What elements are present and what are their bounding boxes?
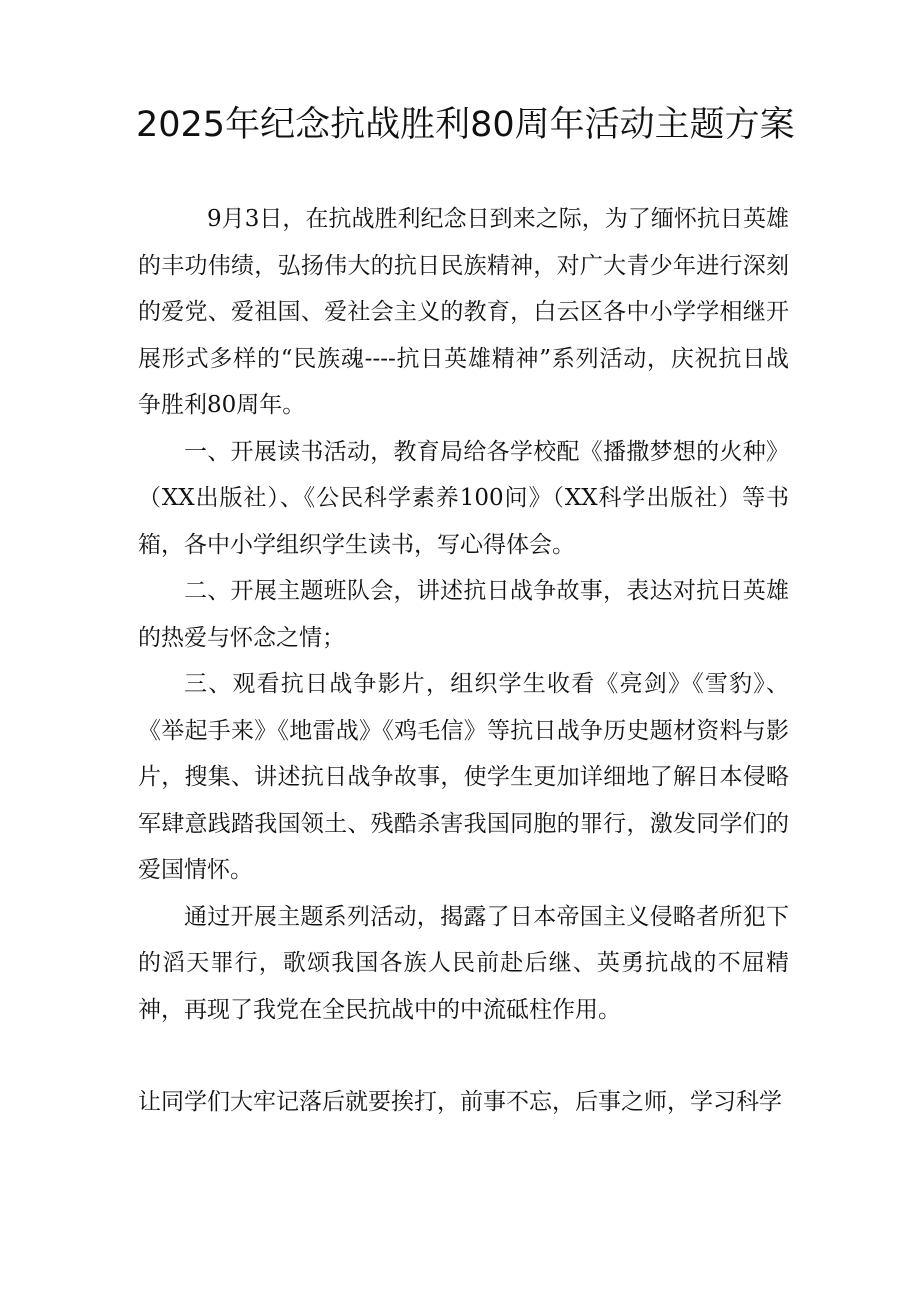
paragraph-film-viewing: 三、观看抗日战争影片，组织学生收看《亮剑》《雪豹》、《举起手来》《地雷战》《鸡毛信》等抗日战争历史题材资料与影片，搜集、讲述抗日战争故事，使学生更加详细地了解日本侵略军肆意践踏我国领土、残酷杀害我国同胞的罪行，激发同学们的爱国情怀。 (138, 671, 789, 883)
paragraph-class-meeting: 二、开展主题班队会，讲述抗日战争故事，表达对抗日英雄的热爱与怀念之情； (138, 578, 789, 651)
document-title: 2025年纪念抗战胜利80周年活动主题方案 (136, 105, 795, 145)
paragraph-reading-activity: 一、开展读书活动，教育局给各学校配《播撒梦想的火种》（XX出版社）、《公民科学素养100问》（XX科学出版社）等书箱，各中小学组织学生读书，写心得体会。 (138, 438, 789, 558)
paragraph-closing: 让同学们大牢记落后就要挨打，前事不忘，后事之师，学习科学 (138, 1089, 782, 1115)
paragraph-summary: 通过开展主题系列活动，揭露了日本帝国主义侵略者所犯下的滔天罪行，歌颂我国各族人民前赴后继、英勇抗战的不屈精神，再现了我党在全民抗战中的中流砥柱作用。 (138, 903, 789, 1023)
paragraph-intro: 9月3日，在抗战胜利纪念日到来之际，为了缅怀抗日英雄的丰功伟绩，弘扬伟大的抗日民族精神，对广大青少年进行深刻的爱党、爱祖国、爱社会主义的教育，白云区各中小学学相继开展形式多样的“民族魂----抗日英雄精神”系列活动，庆祝抗日战争胜利80周年。 (138, 206, 789, 418)
document-body (138, 196, 789, 1126)
